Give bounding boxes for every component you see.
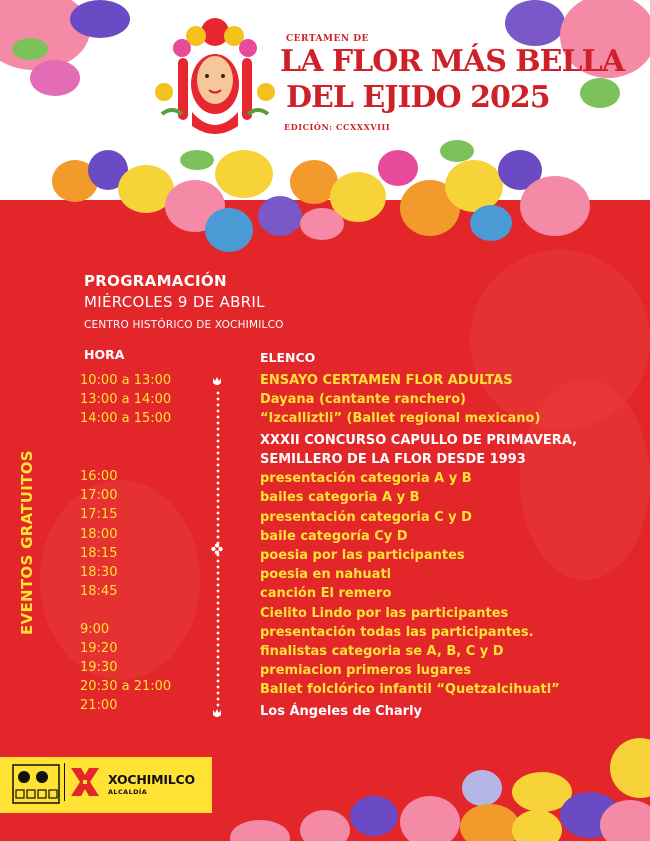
footer-logo-bar [0, 757, 212, 813]
flower-decoration [520, 176, 590, 236]
title-line-1: LA FLOR MÁS BELLA [280, 44, 624, 79]
flower-girl-portrait-icon [152, 14, 278, 138]
event-item: SEMILLERO DE LA FLOR DESDE 1993 [260, 452, 526, 467]
leaf-decoration [180, 150, 214, 170]
flower-decoration [300, 208, 344, 240]
glyph-logo-icon [12, 764, 60, 804]
event-item: presentación categoria A y B [260, 471, 472, 486]
time-item: 18:30 [80, 565, 118, 580]
event-item: canción El remero [260, 586, 392, 601]
event-item: poesia por las participantes [260, 548, 465, 563]
event-item: finalistas categoria se A, B, C y D [260, 644, 504, 659]
flower-decoration [350, 796, 398, 836]
time-item: 19:20 [80, 641, 118, 656]
title-line-2: DEL EJIDO 2025 [286, 80, 550, 115]
program-place: CENTRO HISTÓRICO DE XOCHIMILCO [84, 319, 284, 331]
event-item: “Izcalliztli” (Ballet regional mexicano) [260, 411, 541, 426]
event-item: Cielito Lindo por las participantes [260, 606, 509, 621]
event-title [280, 30, 624, 140]
event-item: baile categoría Cy D [260, 529, 408, 544]
flower-decoration [70, 0, 130, 38]
flower-decoration [378, 150, 418, 186]
event-item: premiacion primeros lugares [260, 663, 472, 678]
event-item: Dayana (cantante ranchero) [260, 392, 466, 407]
leaf-decoration [440, 140, 474, 162]
flower-decoration [258, 196, 302, 236]
event-item: presentación categoria C y D [260, 510, 472, 525]
title-edition: EDICIÓN: CCXXXVIII [284, 122, 391, 132]
eventos-gratuitos-label: EVENTOS GRATUITOS [18, 450, 36, 635]
flower-decoration [470, 205, 512, 241]
hora-column-header: HORA [84, 347, 125, 362]
time-item: 17:00 [80, 488, 118, 503]
time-item: 18:15 [80, 546, 118, 561]
flower-decoration [445, 160, 503, 212]
flower-decoration [215, 150, 273, 198]
time-item: 18:45 [80, 584, 118, 599]
time-item: 9:00 [80, 622, 110, 637]
tulip-icon [211, 708, 223, 720]
background-blob [520, 380, 650, 580]
time-item: 18:00 [80, 527, 118, 542]
flower-decoration [505, 0, 565, 46]
xochimilco-brand: XOCHIMILCO [108, 772, 195, 787]
time-item: 21:00 [80, 698, 118, 713]
event-item: poesia en nahuatl [260, 567, 392, 582]
leaf-decoration [580, 78, 620, 108]
tulip-icon [211, 376, 223, 388]
program-header [84, 272, 284, 331]
time-item: 20:30 a 21:00 [80, 679, 172, 694]
time-item: 19:30 [80, 660, 118, 675]
xochimilco-sub: ALCALDÍA [108, 788, 148, 796]
event-item: ENSAYO CERTAMEN FLOR ADULTAS [260, 373, 513, 388]
flower-decoration [30, 60, 80, 96]
event-item: bailes categoria A y B [260, 490, 420, 505]
time-item: 14:00 a 15:00 [80, 411, 172, 426]
logo-divider [64, 763, 65, 801]
flower-decoration [205, 208, 253, 252]
event-item: Los Ángeles de Charly [260, 704, 423, 719]
time-item: 10:00 a 13:00 [80, 373, 172, 388]
event-item: Ballet folclórico infantil “Quetzalcihuatl” [260, 682, 560, 697]
leaf-decoration [12, 38, 48, 60]
flower-decoration [462, 770, 502, 806]
time-item: 16:00 [80, 469, 118, 484]
program-title: PROGRAMACIÓN [84, 272, 227, 290]
time-item: 13:00 a 14:00 [80, 392, 172, 407]
event-item: presentación todas las participantes. [260, 625, 534, 640]
time-item: 17:15 [80, 507, 118, 522]
background-blob [40, 480, 200, 680]
title-certamen: CERTAMEN DE [286, 34, 369, 44]
flower-icon [211, 543, 223, 555]
event-item: XXXII CONCURSO CAPULLO DE PRIMAVERA, [260, 433, 578, 448]
program-date: MIÉRCOLES 9 DE ABRIL [84, 293, 265, 311]
xochimilco-x-logo-icon [68, 765, 102, 799]
flower-decoration [400, 796, 460, 841]
elenco-column-header: ELENCO [260, 350, 316, 365]
